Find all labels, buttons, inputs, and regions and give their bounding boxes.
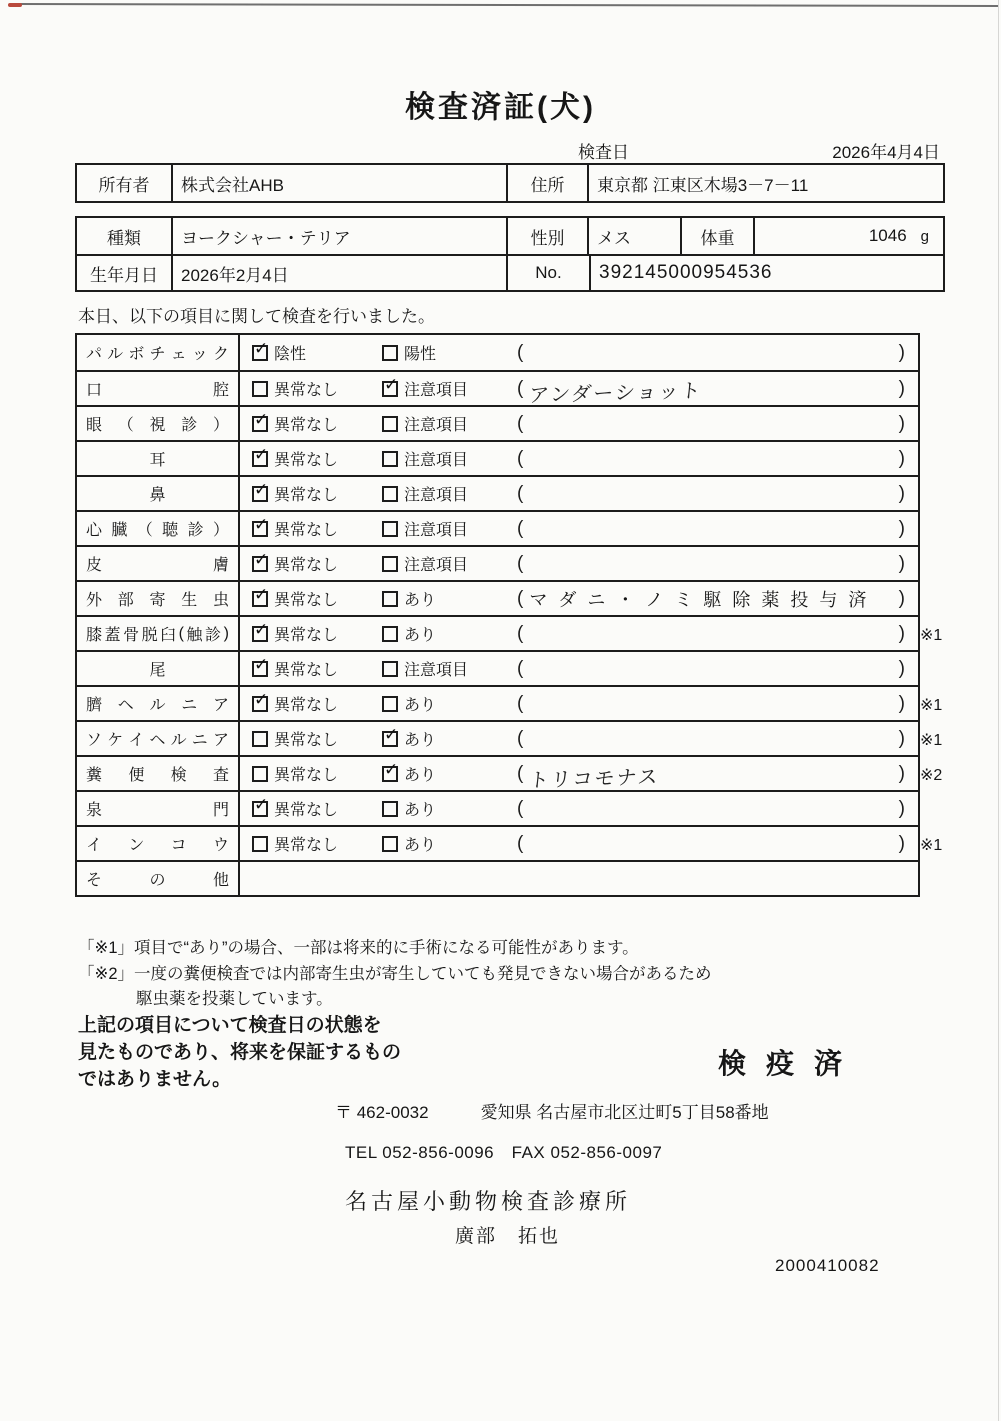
birthdate-label: 生年月日 — [77, 256, 173, 290]
pet-row-2 — [77, 254, 943, 290]
checkbox-2-label: 注意項目 — [404, 662, 469, 679]
disclaimer-line-2: 見たものであり、将来を保証するもの — [78, 1042, 402, 1063]
option-1 — [252, 335, 382, 370]
exam-mark: ※1 — [920, 836, 943, 854]
exam-table — [75, 333, 943, 897]
result-area — [517, 757, 918, 793]
inspection-date-row — [578, 138, 940, 163]
checkbox-2-label: あり — [404, 592, 437, 609]
option-1 — [252, 582, 382, 615]
breed-label: 種類 — [77, 218, 173, 254]
exam-mark — [920, 407, 960, 442]
checkbox-2-label: あり — [404, 802, 437, 819]
paren-close: ) — [898, 482, 905, 504]
owner-address-value: 東京都 江東区木場3－7－11 — [597, 175, 809, 195]
option-1 — [252, 757, 382, 790]
result-area — [517, 722, 918, 755]
clinic-name: 名古屋小動物検査診療所 — [345, 1189, 632, 1214]
paren-close: ) — [898, 762, 905, 784]
scan-artifact-line — [18, 3, 998, 7]
note-1: 「※1」項目で“あり”の場合、一部は将来的に手術になる可能性があります。 — [78, 939, 639, 957]
checkbox-2-label: あり — [404, 837, 437, 854]
owner-value: 株式会社AHB — [173, 165, 508, 201]
owner-label: 所有者 — [77, 165, 173, 201]
checkbox-2 — [382, 591, 398, 607]
option-2 — [382, 442, 517, 475]
exam-item-label: 口 腔 — [77, 372, 240, 405]
paren-open: ( — [517, 657, 524, 679]
checkbox-1 — [252, 801, 268, 817]
disclaimer-line-1: 上記の項目について検査日の状態を — [78, 1015, 382, 1036]
result-area — [517, 547, 918, 580]
checkbox-1 — [252, 381, 268, 397]
option-1 — [252, 722, 382, 755]
result-area — [517, 512, 918, 545]
exam-row — [77, 370, 918, 408]
checkbox-1 — [252, 591, 268, 607]
note-2-line-2: 駆虫薬を投薬しています。 — [136, 990, 333, 1008]
scan-artifact-edge — [998, 0, 999, 1421]
option-1 — [252, 407, 382, 440]
weight-cell — [755, 218, 943, 254]
microchip-no-value: 392145000954536 — [589, 256, 943, 290]
result-area — [517, 335, 918, 370]
exam-row — [77, 615, 943, 650]
option-1 — [252, 442, 382, 475]
paren-open: ( — [517, 517, 524, 539]
exam-row — [77, 335, 918, 370]
page-title: 検査済証(犬) — [405, 91, 596, 124]
option-2 — [382, 372, 517, 405]
checkbox-1-label: 異常なし — [274, 662, 339, 679]
exam-row — [77, 545, 918, 580]
exam-mark — [920, 652, 960, 687]
option-2 — [382, 547, 517, 580]
checkbox-1-label: 異常なし — [274, 522, 339, 539]
exam-row — [77, 685, 943, 720]
exam-item-label: 心 臓 （ 聴 診 ） — [77, 512, 240, 545]
paren-close: ) — [898, 692, 905, 714]
exam-value: トリコモナス — [528, 766, 661, 793]
tel-fax: TEL 052-856-0096 FAX 052-856-0097 — [345, 1143, 663, 1162]
exam-item-label: 泉 門 — [77, 792, 240, 825]
option-1 — [252, 687, 382, 720]
serial-number: 2000410082 — [775, 1256, 880, 1275]
exam-value: マダニ・ノミ駆除薬投与済 — [529, 589, 878, 610]
checkbox-2-label: 注意項目 — [404, 522, 469, 539]
result-area — [517, 792, 918, 825]
checkbox-2 — [382, 766, 398, 782]
exam-item-label: 耳 — [77, 442, 240, 475]
exam-row — [77, 825, 943, 860]
checkbox-2-label: 注意項目 — [404, 417, 469, 434]
option-1 — [252, 827, 382, 860]
paren-close: ) — [898, 587, 905, 609]
exam-item-label: 鼻 — [77, 477, 240, 510]
result-area — [517, 827, 918, 860]
exam-item-label: パ ル ボ チ ェ ッ ク — [77, 335, 240, 370]
exam-mark — [920, 582, 960, 617]
exam-mark — [920, 372, 960, 407]
inspection-date-label: 検査日 — [578, 143, 629, 162]
breed-value: ヨークシャー・テリア — [173, 218, 508, 254]
checkbox-1-label: 異常なし — [274, 557, 339, 574]
checkbox-2-label: あり — [404, 732, 437, 749]
disclaimer — [78, 1012, 401, 1093]
paren-close: ) — [898, 832, 905, 854]
checkbox-2-label: 注意項目 — [404, 487, 469, 504]
checkbox-2 — [382, 521, 398, 537]
result-area — [517, 407, 918, 440]
checkbox-1 — [252, 451, 268, 467]
exam-mark — [920, 547, 960, 582]
exam-mark — [920, 335, 960, 370]
owner-row — [77, 165, 943, 201]
exam-row — [77, 405, 918, 440]
disclaimer-line-3: ではありません。 — [78, 1069, 232, 1090]
checkbox-1-label: 異常なし — [274, 627, 339, 644]
microchip-no-label: No. — [535, 263, 562, 282]
sex-label: 性別 — [508, 218, 589, 254]
result-area — [517, 442, 918, 475]
inspection-date-value: 2026年4月4日 — [832, 143, 940, 162]
checkbox-1-label: 異常なし — [274, 487, 339, 504]
checkbox-1-label: 異常なし — [274, 417, 339, 434]
checkbox-1-label: 異常なし — [274, 592, 339, 609]
option-2 — [382, 582, 517, 615]
paren-open: ( — [517, 797, 524, 819]
checkbox-2-label: 注意項目 — [404, 557, 469, 574]
paren-open: ( — [517, 482, 524, 504]
paren-open: ( — [517, 412, 524, 434]
quarantine-stamp: 検疫済 — [718, 1048, 863, 1079]
paren-open: ( — [517, 341, 524, 363]
checkbox-1-label: 異常なし — [274, 382, 339, 399]
exam-row — [77, 860, 918, 895]
exam-item-label: 外 部 寄 生 虫 — [77, 582, 240, 615]
checkbox-1-label: 異常なし — [274, 732, 339, 749]
checkbox-2 — [382, 696, 398, 712]
weight-label: 体重 — [682, 218, 755, 254]
owner-address-label: 住所 — [508, 165, 589, 201]
exam-row — [77, 650, 918, 685]
checkbox-1-label: 異常なし — [274, 697, 339, 714]
result-area — [517, 687, 918, 720]
exam-mark: ※2 — [920, 766, 943, 784]
option-2 — [382, 512, 517, 545]
option-1 — [252, 617, 382, 650]
exam-item-label: 眼 （ 視 診 ） — [77, 407, 240, 440]
paren-close: ) — [898, 377, 905, 399]
option-2 — [382, 477, 517, 510]
exam-item-label: イ ン コ ウ — [77, 827, 240, 860]
paren-open: ( — [517, 552, 524, 574]
checkbox-2-label: あり — [404, 697, 437, 714]
exam-mark: ※1 — [920, 626, 943, 644]
paren-open: ( — [517, 587, 524, 609]
paren-close: ) — [898, 552, 905, 574]
checkbox-2-label: 注意項目 — [404, 452, 469, 469]
option-1 — [252, 547, 382, 580]
exam-item-label: 皮 膚 — [77, 547, 240, 580]
checkbox-1 — [252, 556, 268, 572]
result-area — [517, 652, 918, 685]
exam-mark: ※1 — [920, 696, 943, 714]
pet-table — [75, 216, 945, 292]
option-1 — [252, 792, 382, 825]
pet-row-1 — [77, 218, 943, 254]
exam-value: アンダーショット — [528, 380, 704, 408]
checkbox-2-label: あり — [404, 767, 437, 784]
result-area — [517, 372, 918, 408]
paren-close: ) — [898, 517, 905, 539]
exam-item-label: ソ ケ イ ヘ ル ニ ア — [77, 722, 240, 755]
checkbox-2 — [382, 486, 398, 502]
checkbox-2-label: あり — [404, 627, 437, 644]
paren-open: ( — [517, 377, 524, 399]
checkbox-2-label: 注意項目 — [404, 382, 469, 399]
result-area — [517, 617, 918, 650]
checkbox-2 — [382, 801, 398, 817]
option-2 — [382, 827, 517, 860]
paren-open: ( — [517, 447, 524, 469]
checkbox-2 — [382, 731, 398, 747]
postal-code: 〒 462-0032 — [335, 1103, 429, 1122]
option-2 — [382, 722, 517, 755]
birthdate-value: 2026年2月4日 — [173, 256, 508, 290]
checkbox-1 — [252, 521, 268, 537]
exam-mark — [920, 862, 960, 897]
option-2 — [382, 407, 517, 440]
checkbox-1 — [252, 836, 268, 852]
paren-close: ) — [898, 622, 905, 644]
exam-mark — [920, 792, 960, 827]
paren-open: ( — [517, 622, 524, 644]
checkbox-2 — [382, 381, 398, 397]
checkbox-2 — [382, 416, 398, 432]
paren-close: ) — [898, 727, 905, 749]
option-1 — [252, 512, 382, 545]
paren-open: ( — [517, 727, 524, 749]
checkbox-1 — [252, 696, 268, 712]
checkbox-1 — [252, 626, 268, 642]
exam-mark — [920, 442, 960, 477]
clinic-address-row — [335, 1098, 769, 1123]
checkbox-1 — [252, 486, 268, 502]
checkbox-1-label: 異常なし — [274, 837, 339, 854]
result-area — [517, 477, 918, 510]
checkbox-2 — [382, 836, 398, 852]
paren-close: ) — [898, 341, 905, 363]
sex-value: メス — [589, 218, 682, 254]
paren-open: ( — [517, 762, 524, 784]
option-2 — [382, 757, 517, 790]
paren-close: ) — [898, 657, 905, 679]
exam-item-label: そ の 他 — [77, 862, 240, 895]
intro-text: 本日、以下の項目に関して検査を行いました。 — [78, 307, 435, 326]
exam-item-label: 膝 蓋 骨 脱 臼 ( 触 診 ) — [77, 617, 240, 650]
checkbox-1-label: 異常なし — [274, 452, 339, 469]
option-1 — [252, 372, 382, 405]
scan-artifact-mark — [8, 3, 22, 7]
clinic-address: 愛知県 名古屋市北区辻町5丁目58番地 — [480, 1103, 769, 1122]
exam-item-label: 糞 便 検 査 — [77, 757, 240, 790]
checkbox-1-label: 異常なし — [274, 767, 339, 784]
exam-row — [77, 720, 943, 755]
checkbox-1 — [252, 731, 268, 747]
option-1 — [252, 652, 382, 685]
option-2 — [382, 687, 517, 720]
exam-row — [77, 510, 918, 545]
checkbox-1 — [252, 661, 268, 677]
exam-row — [77, 440, 918, 475]
exam-row — [77, 790, 918, 825]
result-area — [517, 582, 918, 615]
paren-open: ( — [517, 692, 524, 714]
checkbox-1 — [252, 345, 268, 361]
option-2 — [382, 617, 517, 650]
checkbox-2 — [382, 556, 398, 572]
exam-row — [77, 755, 943, 793]
option-2 — [382, 792, 517, 825]
option-1 — [252, 477, 382, 510]
veterinarian-name: 廣部 拓也 — [455, 1226, 561, 1247]
paren-close: ) — [898, 412, 905, 434]
exam-mark — [920, 512, 960, 547]
checkbox-2 — [382, 626, 398, 642]
checkbox-1 — [252, 766, 268, 782]
checkbox-2 — [382, 345, 398, 361]
paren-close: ) — [898, 797, 905, 819]
checkbox-2 — [382, 661, 398, 677]
exam-row — [77, 580, 918, 615]
exam-item-label: 尾 — [77, 652, 240, 685]
checkbox-1 — [252, 416, 268, 432]
checkbox-1-label: 陰性 — [274, 346, 307, 363]
weight-value: 1046 — [868, 226, 907, 245]
checkbox-1-label: 異常なし — [274, 802, 339, 819]
option-2 — [382, 652, 517, 685]
option-2 — [382, 335, 517, 370]
weight-unit: g — [920, 227, 929, 245]
exam-row — [77, 475, 918, 510]
checkbox-2 — [382, 451, 398, 467]
exam-item-label: 臍 ヘ ル ニ ア — [77, 687, 240, 720]
exam-mark: ※1 — [920, 731, 943, 749]
paren-close: ) — [898, 447, 905, 469]
paren-open: ( — [517, 832, 524, 854]
exam-mark — [920, 477, 960, 512]
note-2-line-1: 「※2」一度の糞便検査では内部寄生虫が寄生していても発見できない場合があるため — [78, 965, 712, 983]
checkbox-2-label: 陽性 — [404, 346, 437, 363]
owner-table — [75, 163, 945, 203]
